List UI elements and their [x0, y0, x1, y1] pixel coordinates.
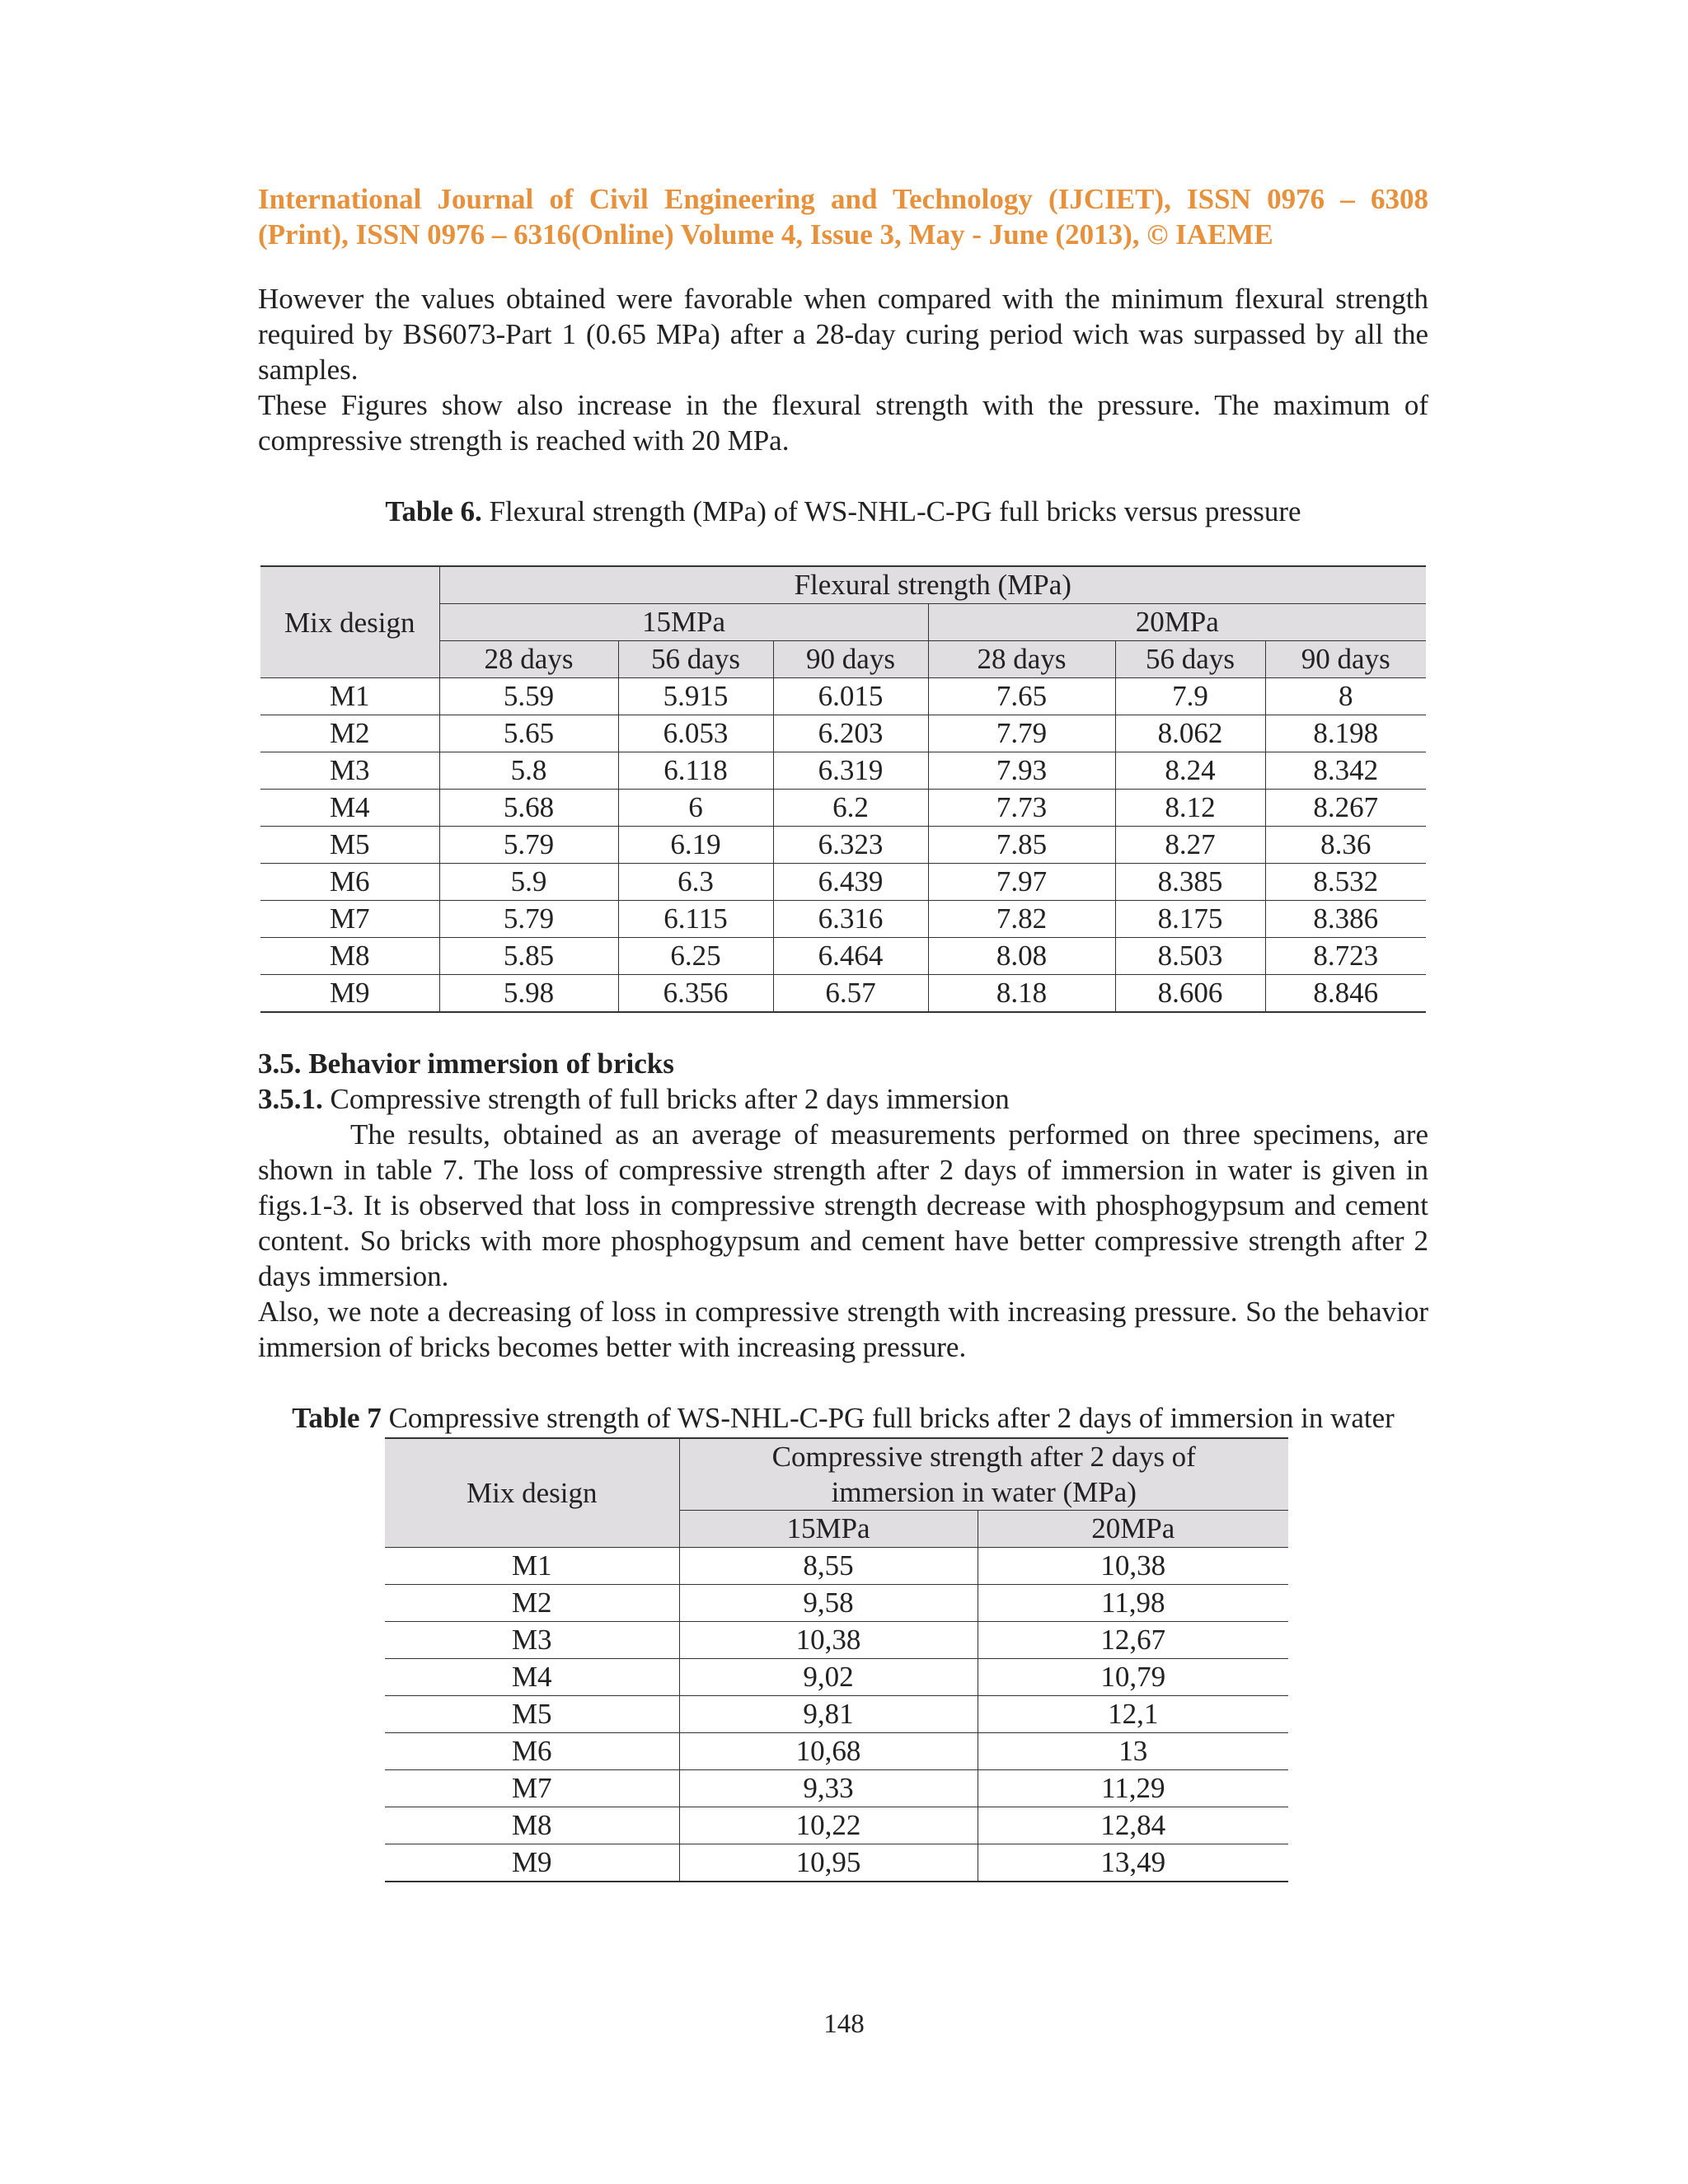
table-row	[260, 975, 1426, 1013]
table-row	[385, 1548, 1288, 1585]
value-cell: 6.439	[773, 864, 928, 901]
value-cell: 7.9	[1115, 678, 1265, 715]
value-cell: 6.3	[618, 864, 773, 901]
value-cell: 5.98	[439, 975, 618, 1013]
value-cell: 5.79	[439, 901, 618, 938]
value-cell: 13	[978, 1733, 1288, 1770]
intro-paragraph-1: However the values obtained were favorable when compared with the minimum flexural strength required by BS6073-Part 1 (0.65 MPa) after a 28-day curing period wich was surpassed by all the samples.	[258, 283, 1428, 386]
table-row	[385, 1770, 1288, 1807]
table-7-caption	[258, 1400, 1428, 1436]
value-cell: 5.79	[439, 827, 618, 864]
table-6-caption-text: Flexural strength (MPa) of WS-NHL-C-PG full bricks versus pressure	[481, 495, 1301, 527]
value-cell: 6	[618, 790, 773, 827]
value-cell: 6.323	[773, 827, 928, 864]
value-cell: 8.24	[1115, 752, 1265, 790]
section-paragraph-1: The results, obtained as an average of measurements performed on three specimens, are shown in table 7. The loss of compressive strength after 2 days of immersion in water is given in figs.1-3. It is observed that loss in compressive strength decrease with phosphogypsum and cement content. So bricks with more phosphogypsum and cement have better compressive strength after 2 days immersion.	[258, 1118, 1428, 1292]
page-number: 148	[823, 2009, 865, 2039]
table-row	[385, 1622, 1288, 1659]
table-7-compressive-strength	[385, 1437, 1288, 1882]
mix-design-cell: M6	[385, 1733, 679, 1770]
table-row	[385, 1696, 1288, 1733]
value-cell: 8.198	[1265, 715, 1426, 752]
value-cell: 6.356	[618, 975, 773, 1013]
table-6-pressure-20-header: 20MPa	[928, 604, 1426, 641]
table-6-mix-design-header: Mix design	[260, 566, 439, 641]
value-cell: 8.386	[1265, 901, 1426, 938]
value-cell: 6.203	[773, 715, 928, 752]
value-cell: 9,81	[679, 1696, 978, 1733]
value-cell: 6.316	[773, 901, 928, 938]
value-cell: 7.85	[928, 827, 1115, 864]
table-row	[385, 1844, 1288, 1882]
value-cell: 6.57	[773, 975, 928, 1013]
value-cell: 6.2	[773, 790, 928, 827]
table-row	[260, 752, 1426, 790]
value-cell: 7.73	[928, 790, 1115, 827]
table-row	[260, 678, 1426, 715]
mix-design-cell: M3	[260, 752, 439, 790]
value-cell: 6.25	[618, 938, 773, 975]
section-paragraph-2: Also, we note a decreasing of loss in compressive strength with increasing pressure. So the behavior immersion of bricks becomes better with increasing pressure.	[258, 1296, 1428, 1363]
table-6-caption-label: Table 6.	[385, 495, 482, 527]
value-cell: 10,38	[679, 1622, 978, 1659]
value-cell: 9,33	[679, 1770, 978, 1807]
value-cell: 8.532	[1265, 864, 1426, 901]
value-cell: 6.464	[773, 938, 928, 975]
value-cell: 11,98	[978, 1585, 1288, 1622]
mix-design-cell: M6	[260, 864, 439, 901]
value-cell: 5.59	[439, 678, 618, 715]
value-cell: 8.08	[928, 938, 1115, 975]
table-6-days-header: 28 days	[928, 641, 1115, 678]
table-6-days-header: 90 days	[1265, 641, 1426, 678]
table-7-caption-label: Table 7	[292, 1402, 382, 1434]
table-row	[260, 864, 1426, 901]
mix-design-cell: M2	[385, 1585, 679, 1622]
value-cell: 8.503	[1115, 938, 1265, 975]
mix-design-cell: M5	[260, 827, 439, 864]
value-cell: 5.65	[439, 715, 618, 752]
table-7-group-header-line-1: Compressive strength after 2 days of	[771, 1441, 1196, 1473]
table-7-group-header	[679, 1438, 1288, 1511]
value-cell: 8,55	[679, 1548, 978, 1585]
mix-design-cell: M9	[385, 1844, 679, 1882]
value-cell: 8.36	[1265, 827, 1426, 864]
mix-design-cell: M4	[260, 790, 439, 827]
value-cell: 8.18	[928, 975, 1115, 1013]
mix-design-cell: M2	[260, 715, 439, 752]
value-cell: 6.319	[773, 752, 928, 790]
mix-design-cell: M8	[260, 938, 439, 975]
value-cell: 5.85	[439, 938, 618, 975]
value-cell: 7.79	[928, 715, 1115, 752]
table-row	[260, 715, 1426, 752]
table-row	[260, 938, 1426, 975]
value-cell: 10,68	[679, 1733, 978, 1770]
mix-design-cell: M7	[385, 1770, 679, 1807]
journal-header	[258, 181, 1428, 252]
value-cell: 12,84	[978, 1807, 1288, 1844]
table-row	[260, 790, 1426, 827]
mix-design-cell: M3	[385, 1622, 679, 1659]
journal-header-line-1: International Journal of Civil Engineering and Technology (IJCIET), ISSN 0976 – 6308	[258, 183, 1428, 215]
intro-paragraph-2: These Figures show also increase in the flexural strength with the pressure. The maximum of compressive strength is reached with 20 MPa.	[258, 389, 1428, 457]
value-cell: 8.385	[1115, 864, 1265, 901]
table-7-caption-text: Compressive strength of WS-NHL-C-PG full bricks after 2 days of immersion in water	[381, 1402, 1395, 1434]
table-6-days-header: 56 days	[1115, 641, 1265, 678]
subsection-number: 3.5.1.	[258, 1083, 323, 1115]
value-cell: 8.342	[1265, 752, 1426, 790]
value-cell: 8	[1265, 678, 1426, 715]
value-cell: 6.19	[618, 827, 773, 864]
mix-design-cell: M9	[260, 975, 439, 1013]
value-cell: 8.723	[1265, 938, 1426, 975]
mix-design-cell: M1	[260, 678, 439, 715]
mix-design-cell: M1	[385, 1548, 679, 1585]
value-cell: 12,67	[978, 1622, 1288, 1659]
value-cell: 6.015	[773, 678, 928, 715]
table-7-pressure-15-header: 15MPa	[679, 1511, 978, 1548]
value-cell: 7.97	[928, 864, 1115, 901]
table-6-days-header: 90 days	[773, 641, 928, 678]
value-cell: 8.27	[1115, 827, 1265, 864]
value-cell: 9,58	[679, 1585, 978, 1622]
table-row	[385, 1807, 1288, 1844]
value-cell: 10,22	[679, 1807, 978, 1844]
value-cell: 6.053	[618, 715, 773, 752]
value-cell: 5.915	[618, 678, 773, 715]
table-7-pressure-20-header: 20MPa	[978, 1511, 1288, 1548]
value-cell: 11,29	[978, 1770, 1288, 1807]
subsection-title: Compressive strength of full bricks after 2 days immersion	[322, 1083, 1010, 1115]
value-cell: 7.65	[928, 678, 1115, 715]
table-6-empty-header-cell	[260, 641, 439, 678]
value-cell: 7.93	[928, 752, 1115, 790]
value-cell: 10,38	[978, 1548, 1288, 1585]
table-row	[385, 1585, 1288, 1622]
table-6-pressure-15-header: 15MPa	[439, 604, 928, 641]
table-row	[260, 901, 1426, 938]
value-cell: 7.82	[928, 901, 1115, 938]
value-cell: 6.115	[618, 901, 773, 938]
value-cell: 5.8	[439, 752, 618, 790]
mix-design-cell: M5	[385, 1696, 679, 1733]
value-cell: 8.175	[1115, 901, 1265, 938]
value-cell: 8.062	[1115, 715, 1265, 752]
value-cell: 8.12	[1115, 790, 1265, 827]
value-cell: 8.846	[1265, 975, 1426, 1013]
journal-header-line-2: (Print), ISSN 0976 – 6316(Online) Volume 4, Issue 3, May - June (2013), © IAEME	[258, 218, 1273, 251]
value-cell: 10,95	[679, 1844, 978, 1882]
value-cell: 8.606	[1115, 975, 1265, 1013]
table-6-flexural-strength	[260, 565, 1426, 1013]
value-cell: 5.9	[439, 864, 618, 901]
page-content	[258, 181, 1428, 1882]
table-7-mix-design-header: Mix design	[385, 1438, 679, 1548]
value-cell: 6.118	[618, 752, 773, 790]
table-row	[260, 827, 1426, 864]
value-cell: 12,1	[978, 1696, 1288, 1733]
mix-design-cell: M8	[385, 1807, 679, 1844]
value-cell: 10,79	[978, 1659, 1288, 1696]
subsection-3-5-1-heading	[258, 1081, 1428, 1117]
value-cell: 8.267	[1265, 790, 1426, 827]
table-6-caption	[258, 494, 1428, 529]
table-row	[385, 1659, 1288, 1696]
table-6-days-header: 56 days	[618, 641, 773, 678]
table-7-group-header-line-2: immersion in water (MPa)	[831, 1476, 1137, 1508]
table-row	[385, 1733, 1288, 1770]
table-6-group-header: Flexural strength (MPa)	[439, 566, 1426, 604]
mix-design-cell: M7	[260, 901, 439, 938]
value-cell: 9,02	[679, 1659, 978, 1696]
value-cell: 5.68	[439, 790, 618, 827]
mix-design-cell: M4	[385, 1659, 679, 1696]
table-6-days-header: 28 days	[439, 641, 618, 678]
section-3-5-heading: 3.5. Behavior immersion of bricks	[258, 1047, 674, 1080]
value-cell: 13,49	[978, 1844, 1288, 1882]
